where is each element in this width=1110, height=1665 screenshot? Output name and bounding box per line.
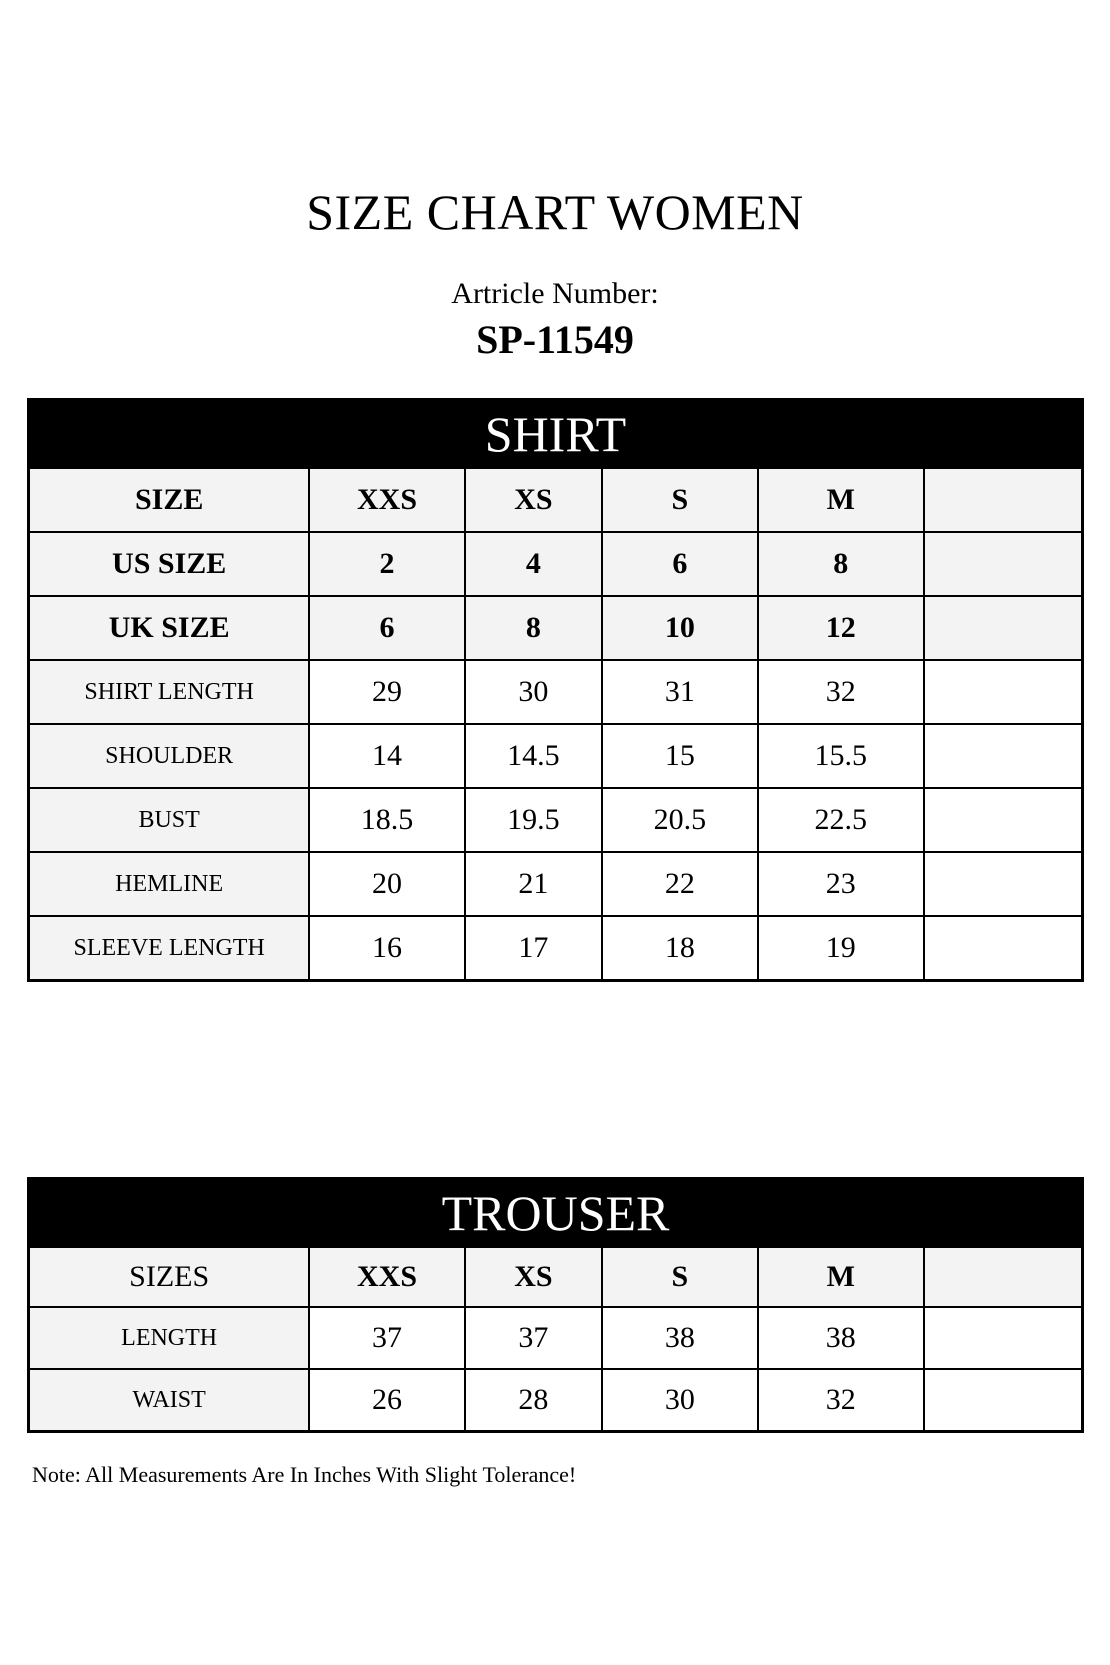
table-cell: M xyxy=(758,468,924,532)
row-label: SHOULDER xyxy=(29,724,310,788)
page-title: SIZE CHART WOMEN xyxy=(306,184,804,240)
table-cell: 18 xyxy=(602,916,757,981)
trouser-size-table xyxy=(27,1177,1084,1433)
shirt-size-table xyxy=(27,398,1084,982)
table-cell: 37 xyxy=(465,1307,602,1369)
row-label: HEMLINE xyxy=(29,852,310,916)
row-label: SIZE xyxy=(29,468,310,532)
table-cell: 16 xyxy=(309,916,464,981)
row-label: SHIRT LENGTH xyxy=(29,660,310,724)
table-cell: 28 xyxy=(465,1369,602,1432)
table-cell: 19.5 xyxy=(465,788,602,852)
table-row xyxy=(29,660,1083,724)
table-row xyxy=(29,1369,1083,1432)
table-cell: 31 xyxy=(602,660,757,724)
table-cell: 15 xyxy=(602,724,757,788)
table-cell: XS xyxy=(465,468,602,532)
table-cell: 32 xyxy=(758,660,924,724)
row-label: SLEEVE LENGTH xyxy=(29,916,310,981)
article-number: SP-11549 xyxy=(476,317,634,362)
table-cell: 22.5 xyxy=(758,788,924,852)
table-cell: 8 xyxy=(465,596,602,660)
table-cell: 15.5 xyxy=(758,724,924,788)
row-label: LENGTH xyxy=(29,1307,310,1369)
table-cell xyxy=(924,1307,1082,1369)
table-cell xyxy=(924,660,1082,724)
table-row xyxy=(29,852,1083,916)
table-cell: XXS xyxy=(309,1247,464,1307)
table-cell: 32 xyxy=(758,1369,924,1432)
table-cell: 14 xyxy=(309,724,464,788)
table-cell: 37 xyxy=(309,1307,464,1369)
article-number-label: Artricle Number: xyxy=(451,277,659,310)
table-cell: M xyxy=(758,1247,924,1307)
table-cell: 19 xyxy=(758,916,924,981)
table-cell: 30 xyxy=(602,1369,757,1432)
table-cell: 20 xyxy=(309,852,464,916)
measurement-note: Note: All Measurements Are In Inches With Slight Tolerance! xyxy=(32,1462,577,1487)
table-cell: 12 xyxy=(758,596,924,660)
table-row xyxy=(29,788,1083,852)
table-cell: 20.5 xyxy=(602,788,757,852)
table-cell xyxy=(924,916,1082,981)
table-cell: S xyxy=(602,468,757,532)
table-row xyxy=(29,468,1083,532)
table-cell: 2 xyxy=(309,532,464,596)
row-label: SIZES xyxy=(29,1247,310,1307)
row-label: US SIZE xyxy=(29,532,310,596)
table-cell: 26 xyxy=(309,1369,464,1432)
table-cell xyxy=(924,468,1082,532)
table-cell xyxy=(924,1247,1082,1307)
table-row xyxy=(29,724,1083,788)
table-cell: 30 xyxy=(465,660,602,724)
row-label: UK SIZE xyxy=(29,596,310,660)
table-cell: 18.5 xyxy=(309,788,464,852)
table-cell: 8 xyxy=(758,532,924,596)
table-cell xyxy=(924,724,1082,788)
trouser-heading: TROUSER xyxy=(29,1179,1083,1248)
table-cell: 22 xyxy=(602,852,757,916)
table-row xyxy=(29,596,1083,660)
table-cell: S xyxy=(602,1247,757,1307)
table-cell: 6 xyxy=(309,596,464,660)
table-cell: 23 xyxy=(758,852,924,916)
table-cell xyxy=(924,788,1082,852)
table-cell: 10 xyxy=(602,596,757,660)
table-row xyxy=(29,1247,1083,1307)
table-cell: 14.5 xyxy=(465,724,602,788)
table-row xyxy=(29,916,1083,981)
table-cell: XXS xyxy=(309,468,464,532)
table-cell: 17 xyxy=(465,916,602,981)
table-cell xyxy=(924,1369,1082,1432)
table-cell xyxy=(924,532,1082,596)
table-cell: 4 xyxy=(465,532,602,596)
table-cell: XS xyxy=(465,1247,602,1307)
row-label: WAIST xyxy=(29,1369,310,1432)
table-cell xyxy=(924,596,1082,660)
table-row xyxy=(29,532,1083,596)
table-cell: 21 xyxy=(465,852,602,916)
table-row xyxy=(29,1307,1083,1369)
shirt-heading: SHIRT xyxy=(29,400,1083,469)
table-cell: 6 xyxy=(602,532,757,596)
table-cell: 38 xyxy=(602,1307,757,1369)
table-cell xyxy=(924,852,1082,916)
table-cell: 29 xyxy=(309,660,464,724)
table-cell: 38 xyxy=(758,1307,924,1369)
row-label: BUST xyxy=(29,788,310,852)
